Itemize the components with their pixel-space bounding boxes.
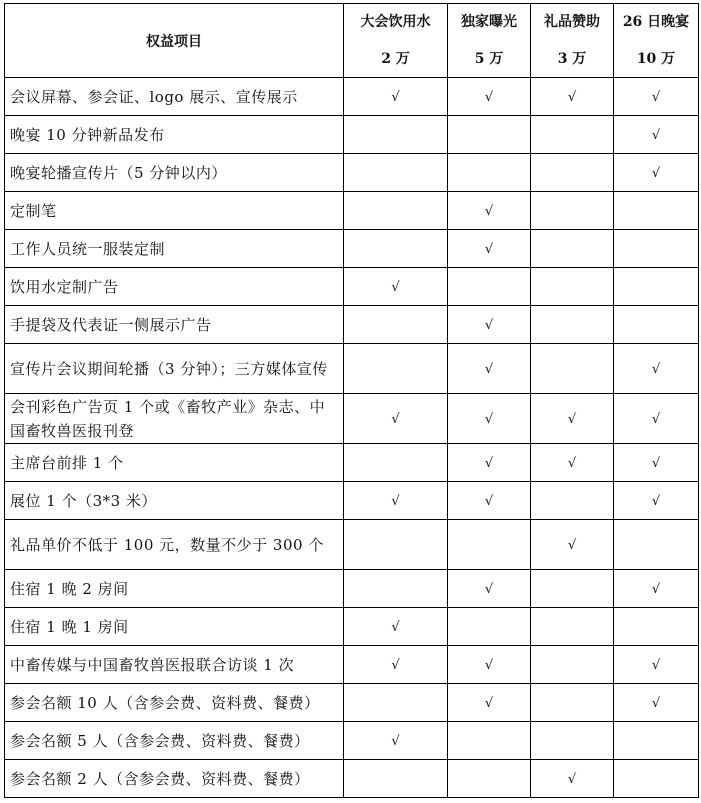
table-row [5, 608, 699, 646]
mark-cell [531, 344, 614, 394]
check-mark-icon: √ [484, 581, 494, 597]
mark-cell [531, 268, 614, 306]
package-name: 26 日晚宴 [622, 13, 690, 30]
mark-cell [448, 116, 531, 154]
mark-cell [448, 760, 531, 798]
check-mark-icon: √ [484, 493, 494, 509]
mark-cell [531, 760, 614, 798]
mark-cell [614, 760, 699, 798]
table-row [5, 760, 699, 798]
check-mark-icon: √ [391, 619, 400, 635]
mark-cell [614, 306, 699, 344]
benefit-item: 中畜传媒与中国畜牧兽医报联合访谈 1 次 [5, 646, 344, 684]
mark-cell [531, 520, 614, 570]
mark-cell [344, 570, 448, 608]
table-row [5, 646, 699, 684]
mark-cell [344, 646, 448, 684]
check-mark-icon: √ [651, 361, 661, 377]
check-mark-icon: √ [391, 89, 400, 105]
mark-cell [614, 344, 699, 394]
table-row [5, 520, 699, 570]
check-mark-icon: √ [651, 165, 661, 181]
table-row [5, 482, 699, 520]
mark-cell [614, 570, 699, 608]
mark-cell [614, 78, 699, 116]
check-mark-icon: √ [484, 695, 494, 711]
benefit-item: 参会名额 10 人（含参会费、资料费、餐费） [5, 684, 344, 722]
check-mark-icon: √ [651, 411, 661, 427]
package-price: 2 万 [381, 50, 410, 67]
mark-cell [448, 344, 531, 394]
benefit-item: 参会名额 5 人（含参会费、资料费、餐费） [5, 722, 344, 760]
mark-cell [614, 192, 699, 230]
mark-cell [531, 230, 614, 268]
check-mark-icon: √ [651, 493, 661, 509]
mark-cell [344, 230, 448, 268]
check-mark-icon: √ [391, 657, 400, 673]
check-mark-icon: √ [484, 361, 494, 377]
mark-cell [614, 444, 699, 482]
check-mark-icon: √ [484, 203, 494, 219]
mark-cell [448, 394, 531, 444]
mark-cell [344, 78, 448, 116]
check-mark-icon: √ [651, 89, 661, 105]
check-mark-icon: √ [484, 411, 494, 427]
mark-cell [448, 570, 531, 608]
sponsorship-benefits-table [4, 3, 699, 798]
mark-cell [344, 760, 448, 798]
check-mark-icon: √ [484, 455, 494, 471]
benefit-item: 展位 1 个（3*3 米） [5, 482, 344, 520]
mark-cell [344, 268, 448, 306]
mark-cell [614, 230, 699, 268]
table-row [5, 192, 699, 230]
mark-cell [614, 268, 699, 306]
check-mark-icon: √ [651, 581, 661, 597]
mark-cell [614, 520, 699, 570]
mark-cell [344, 482, 448, 520]
mark-cell [614, 116, 699, 154]
mark-cell [448, 306, 531, 344]
package-price: 5 万 [474, 50, 504, 67]
check-mark-icon: √ [391, 411, 400, 427]
table-row [5, 78, 699, 116]
table-row [5, 570, 699, 608]
mark-cell [448, 444, 531, 482]
mark-cell [531, 394, 614, 444]
mark-cell [531, 646, 614, 684]
benefit-item: 晚宴轮播宣传片（5 分钟以内） [5, 154, 344, 192]
mark-cell [344, 344, 448, 394]
package-price: 10 万 [636, 50, 676, 67]
benefit-item: 会议屏幕、参会证、logo 展示、宣传展示 [5, 78, 344, 116]
table-row [5, 444, 699, 482]
check-mark-icon: √ [567, 455, 577, 471]
check-mark-icon: √ [391, 279, 400, 295]
check-mark-icon: √ [484, 241, 494, 257]
header-package-water [344, 4, 448, 78]
mark-cell [614, 684, 699, 722]
benefit-item: 住宿 1 晚 1 房间 [5, 608, 344, 646]
mark-cell [531, 570, 614, 608]
mark-cell [448, 646, 531, 684]
check-mark-icon: √ [651, 695, 661, 711]
mark-cell [344, 608, 448, 646]
mark-cell [531, 306, 614, 344]
table-row [5, 306, 699, 344]
check-mark-icon: √ [567, 411, 577, 427]
table-row [5, 268, 699, 306]
check-mark-icon: √ [651, 657, 661, 673]
mark-cell [448, 192, 531, 230]
mark-cell [531, 608, 614, 646]
table-row [5, 116, 699, 154]
benefit-item: 会刊彩色广告页 1 个或《畜牧产业》杂志、中国畜牧兽医报刊登 [5, 394, 344, 444]
mark-cell [614, 394, 699, 444]
benefit-item: 定制笔 [5, 192, 344, 230]
benefit-item: 参会名额 2 人（含参会费、资料费、餐费） [5, 760, 344, 798]
table-row [5, 394, 699, 444]
check-mark-icon: √ [651, 127, 661, 143]
benefit-item: 主席台前排 1 个 [5, 444, 344, 482]
check-mark-icon: √ [651, 455, 661, 471]
header-item-label: 权益项目 [5, 4, 344, 78]
table-row [5, 230, 699, 268]
mark-cell [531, 722, 614, 760]
table-row [5, 344, 699, 394]
benefit-item: 住宿 1 晚 2 房间 [5, 570, 344, 608]
mark-cell [344, 394, 448, 444]
package-price: 3 万 [557, 50, 587, 67]
benefit-item: 手提袋及代表证一侧展示广告 [5, 306, 344, 344]
table-row [5, 722, 699, 760]
mark-cell [614, 608, 699, 646]
check-mark-icon: √ [391, 733, 400, 749]
mark-cell [531, 154, 614, 192]
check-mark-icon: √ [391, 493, 400, 509]
package-name: 大会饮用水 [360, 13, 431, 30]
benefit-item: 工作人员统一服装定制 [5, 230, 344, 268]
mark-cell [448, 520, 531, 570]
mark-cell [448, 78, 531, 116]
mark-cell [531, 116, 614, 154]
mark-cell [344, 444, 448, 482]
table-row [5, 684, 699, 722]
mark-cell [448, 230, 531, 268]
benefit-item: 宣传片会议期间轮播（3 分钟）；三方媒体宣传 [5, 344, 344, 394]
header-package-exclusive [448, 4, 531, 78]
mark-cell [614, 646, 699, 684]
check-mark-icon: √ [567, 537, 577, 553]
benefit-item: 饮用水定制广告 [5, 268, 344, 306]
table-row [5, 154, 699, 192]
mark-cell [448, 722, 531, 760]
mark-cell [344, 684, 448, 722]
check-mark-icon: √ [484, 89, 494, 105]
mark-cell [344, 520, 448, 570]
mark-cell [448, 482, 531, 520]
mark-cell [448, 154, 531, 192]
mark-cell [614, 154, 699, 192]
benefit-item: 晚宴 10 分钟新品发布 [5, 116, 344, 154]
mark-cell [531, 192, 614, 230]
mark-cell [531, 78, 614, 116]
mark-cell [531, 444, 614, 482]
mark-cell [344, 192, 448, 230]
check-mark-icon: √ [484, 317, 494, 333]
mark-cell [448, 268, 531, 306]
check-mark-icon: √ [567, 89, 577, 105]
package-name: 独家曝光 [461, 13, 517, 30]
mark-cell [344, 722, 448, 760]
header-package-banquet [614, 4, 699, 78]
mark-cell [614, 722, 699, 760]
check-mark-icon: √ [567, 771, 577, 787]
header-row [5, 4, 699, 78]
mark-cell [448, 608, 531, 646]
mark-cell [344, 116, 448, 154]
mark-cell [344, 154, 448, 192]
mark-cell [614, 482, 699, 520]
mark-cell [448, 684, 531, 722]
mark-cell [344, 306, 448, 344]
benefit-item: 礼品单价不低于 100 元，数量不少于 300 个 [5, 520, 344, 570]
table-body [5, 78, 699, 798]
check-mark-icon: √ [484, 657, 494, 673]
header-package-gift [531, 4, 614, 78]
mark-cell [531, 684, 614, 722]
mark-cell [531, 482, 614, 520]
package-name: 礼品赞助 [544, 13, 600, 30]
